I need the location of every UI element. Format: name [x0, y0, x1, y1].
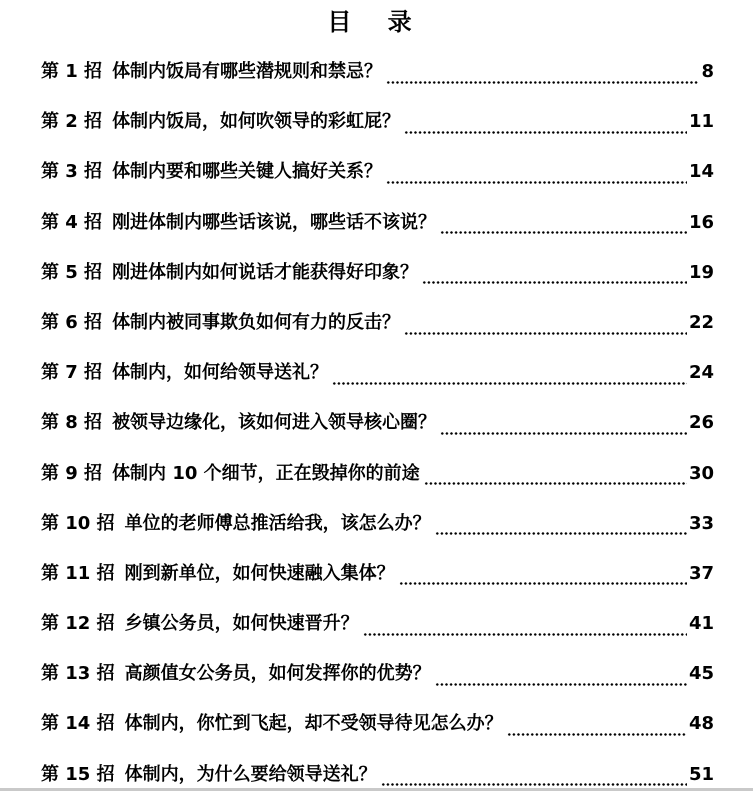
toc-dot-leader	[404, 332, 687, 335]
toc-entry[interactable]	[41, 502, 714, 552]
toc-entry-number: 第 11 招	[41, 562, 115, 584]
toc-dot-leader	[399, 582, 687, 585]
toc-dot-leader	[440, 231, 687, 234]
toc-list	[41, 50, 714, 803]
toc-dot-leader	[386, 81, 699, 84]
toc-dot-leader	[386, 181, 687, 184]
toc-page-number: 41	[688, 613, 714, 635]
toc-title: 目 录	[327, 7, 426, 36]
toc-page-number: 14	[688, 161, 714, 183]
toc-page-number: 11	[688, 111, 714, 133]
toc-page-number: 22	[688, 311, 714, 333]
toc-entry-number: 第 13 招	[41, 663, 115, 685]
toc-entry-title: 刚到新单位，如何快速融入集体？	[124, 562, 395, 584]
toc-entry[interactable]	[41, 652, 714, 702]
toc-entry-title: 体制内，为什么要给领导送礼？	[124, 763, 377, 785]
toc-entry-title: 体制内饭局有哪些潜规则和禁忌？	[112, 61, 383, 82]
toc-dot-leader	[422, 281, 687, 284]
toc-page-number: 48	[688, 713, 714, 735]
toc-entry[interactable]	[41, 552, 714, 602]
toc-page-number: 37	[688, 562, 714, 584]
toc-entry[interactable]	[41, 753, 714, 803]
toc-entry-number: 第 7 招	[41, 362, 103, 384]
toc-entry-number: 第 4 招	[41, 211, 103, 233]
toc-entry[interactable]	[41, 100, 714, 150]
toc-entry-title: 体制内被同事欺负如何有力的反击？	[112, 311, 401, 333]
toc-dot-leader	[332, 382, 687, 385]
toc-page-number: 24	[688, 362, 714, 384]
toc-entry[interactable]	[41, 301, 714, 351]
toc-dot-leader	[381, 783, 687, 786]
toc-entry-number: 第 1 招	[41, 61, 103, 82]
toc-entry-number: 第 14 招	[41, 713, 115, 735]
toc-entry-number: 第 12 招	[41, 613, 115, 635]
toc-entry[interactable]	[41, 452, 714, 502]
toc-entry-number: 第 5 招	[41, 261, 103, 283]
toc-entry-title: 乡镇公务员，如何快速晋升？	[124, 613, 359, 635]
toc-entry-title: 体制内，如何给领导送礼？	[112, 362, 329, 384]
toc-entry[interactable]	[41, 401, 714, 451]
toc-entry-title: 刚进体制内如何说话才能获得好印象？	[112, 261, 419, 283]
toc-entry-title: 体制内 10 个细节，正在毁掉你的前途	[112, 462, 420, 484]
toc-entry-number: 第 15 招	[41, 763, 115, 785]
toc-entry[interactable]	[41, 50, 714, 100]
toc-entry-title: 单位的老师傅总推活给我，该怎么办？	[124, 512, 431, 534]
toc-page-number: 8	[701, 61, 714, 82]
toc-entry-title: 体制内饭局，如何吹领导的彩虹屁？	[112, 111, 401, 133]
toc-entry[interactable]	[41, 351, 714, 401]
toc-page-number: 45	[688, 663, 714, 685]
toc-page-number: 51	[688, 763, 714, 785]
toc-dot-leader	[363, 633, 687, 636]
toc-entry-title: 体制内，你忙到飞起，却不受领导待见怎么办？	[124, 713, 503, 735]
toc-entry-number: 第 2 招	[41, 111, 103, 133]
toc-entry[interactable]	[41, 150, 714, 200]
toc-dot-leader	[435, 532, 687, 535]
toc-page-number: 33	[688, 512, 714, 534]
toc-page-number: 16	[688, 211, 714, 233]
toc-entry-title: 被领导边缘化，该如何进入领导核心圈？	[112, 412, 437, 434]
toc-entry-number: 第 10 招	[41, 512, 115, 534]
toc-dot-leader	[440, 432, 687, 435]
toc-entry-title: 刚进体制内哪些话该说，哪些话不该说？	[112, 211, 437, 233]
toc-entry-number: 第 3 招	[41, 161, 103, 183]
toc-page-number: 30	[688, 462, 714, 484]
toc-dot-leader	[507, 733, 687, 736]
toc-dot-leader	[435, 683, 687, 686]
toc-entry-title: 体制内要和哪些关键人搞好关系？	[112, 161, 383, 183]
toc-entry-number: 第 9 招	[41, 462, 103, 484]
toc-dot-leader	[424, 482, 687, 485]
toc-entry-number: 第 8 招	[41, 412, 103, 434]
toc-entry[interactable]	[41, 602, 714, 652]
toc-entry-number: 第 6 招	[41, 311, 103, 333]
toc-entry[interactable]	[41, 702, 714, 752]
toc-entry-title: 高颜值女公务员，如何发挥你的优势？	[124, 663, 431, 685]
toc-page-number: 26	[688, 412, 714, 434]
toc-dot-leader	[404, 131, 687, 134]
toc-entry[interactable]	[41, 201, 714, 251]
toc-entry[interactable]	[41, 251, 714, 301]
toc-page-number: 19	[688, 261, 714, 283]
